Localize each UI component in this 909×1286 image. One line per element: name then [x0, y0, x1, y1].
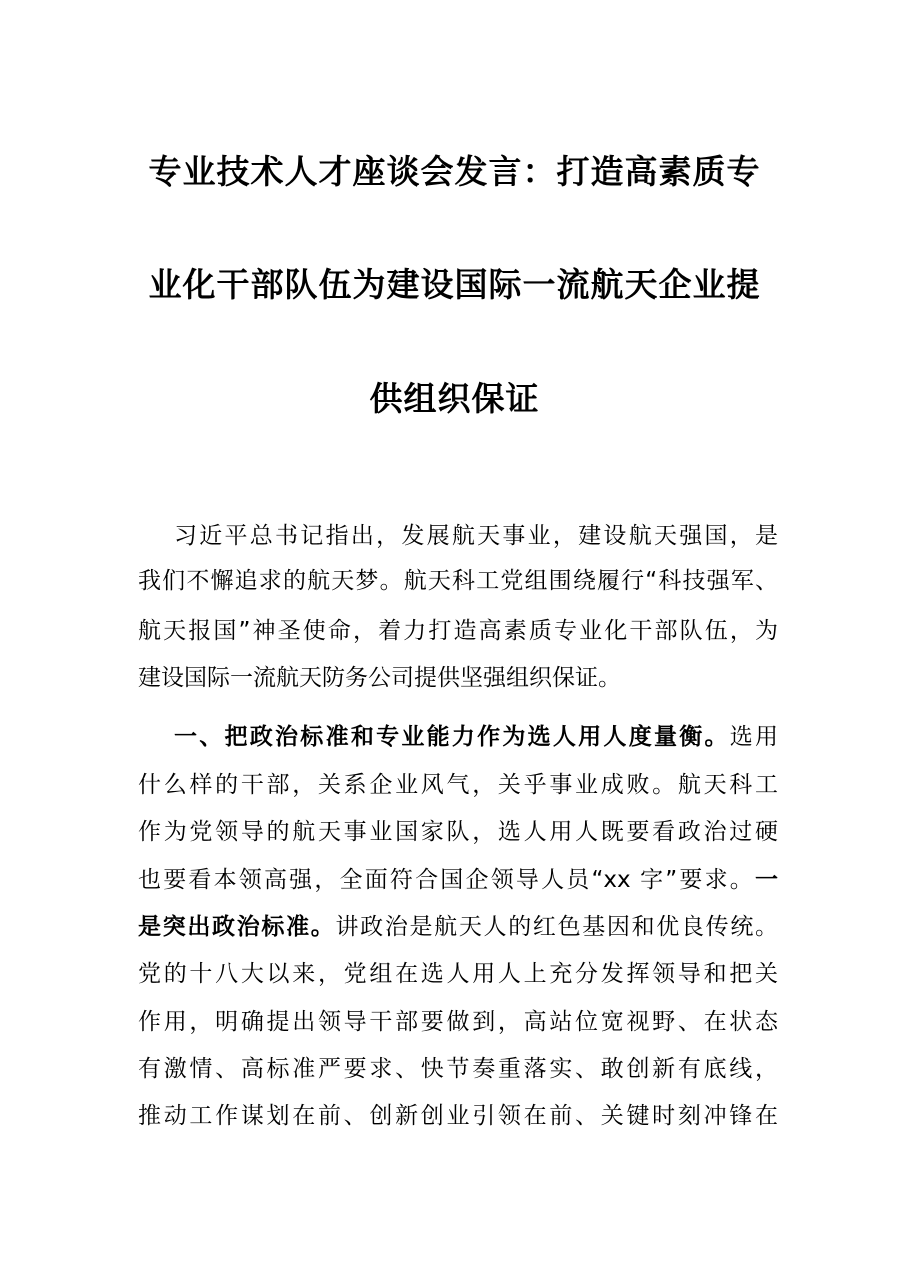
document-title-line-1: 专业技术人才座谈会发言：打造高素质专 — [148, 152, 761, 191]
paragraph-1-line-4: 建设国际一流航天防务公司提供坚强组织保证。 — [138, 665, 621, 691]
paragraph-2-line-8: 有激情、高标准严要求、快节奏重落实、敢创新有底线， — [138, 1056, 778, 1082]
paragraph-1-line-2: 我们不懈追求的航天梦。航天科工党组围绕履行“科技强军、 — [138, 568, 778, 594]
paragraph-2-line-1-rest: 选用 — [729, 724, 779, 750]
point-1-label-start: 一 — [755, 867, 778, 893]
paragraph-2-line-7: 作用，明确提出领导干部要做到，高站位宽视野、在状态 — [138, 1009, 778, 1035]
section-heading-1: 一、把政治标准和专业能力作为选人用人度量衡。 — [174, 724, 730, 750]
paragraph-2-line-5-rest: 讲政治是航天人的红色基因和优良传统。 — [335, 914, 779, 940]
point-1-label: 是突出政治标准。 — [138, 914, 336, 940]
paragraph-2-line-9: 推动工作谋划在前、创新创业引领在前、关键时刻冲锋在 — [138, 1103, 778, 1129]
paragraph-1-line-3: 航天报国”神圣使命，着力打造高素质专业化干部队伍，为 — [138, 618, 778, 644]
paragraph-2-line-4 — [138, 865, 778, 895]
paragraph-1-line-1: 习近平总书记指出，发展航天事业，建设航天强国，是 — [174, 523, 778, 549]
paragraph-2-line-1 — [174, 722, 778, 752]
paragraph-2-line-4-text: 也要看本领高强，全面符合国企领导人员“xx 字”要求。 — [138, 867, 755, 893]
paragraph-2-line-6: 党的十八大以来，党组在选人用人上充分发挥领导和把关 — [138, 961, 778, 987]
paragraph-2-line-2: 什么样的干部，关系企业风气，关乎事业成败。航天科工 — [138, 772, 778, 798]
document-title-line-2: 业化干部队伍为建设国际一流航天企业提 — [148, 265, 761, 304]
document-title-line-3: 供组织保证 — [369, 379, 540, 418]
paragraph-2-line-5 — [138, 912, 778, 942]
paragraph-2-line-3: 作为党领导的航天事业国家队，选人用人既要看政治过硬 — [138, 819, 778, 845]
